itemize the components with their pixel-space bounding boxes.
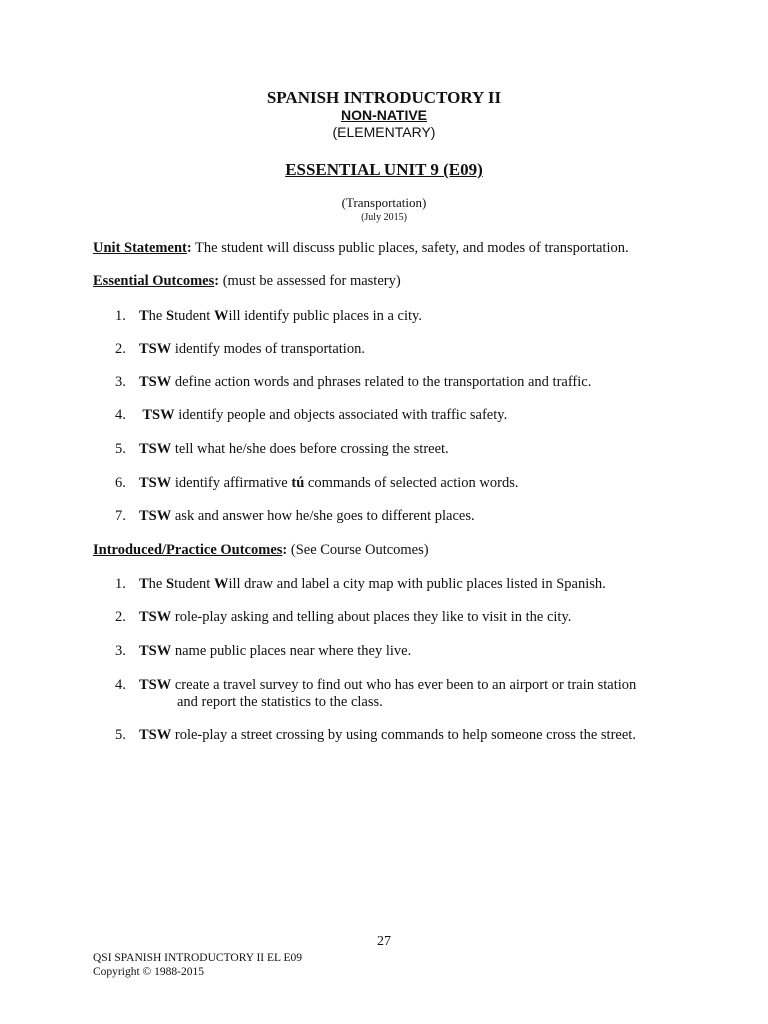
course-subtitle: NON-NATIVE (340, 107, 428, 123)
item-number: 3. (115, 374, 126, 390)
item-number: 4. (115, 677, 126, 693)
introduced-outcomes-label: Introduced/Practice Outcomes (93, 542, 283, 558)
item-number: 2. (115, 341, 126, 357)
item-text: The Student Will identify public places in a city. (139, 308, 422, 324)
item-number: 5. (115, 441, 126, 457)
course-title: SPANISH INTRODUCTORY II (266, 88, 502, 107)
item-text: TSW create a travel survey to find out who has ever been to an airport or train station and report the statistics to the class. (139, 677, 699, 711)
item-number: 2. (115, 609, 126, 625)
unit-statement (93, 240, 693, 257)
unit-topic: (Transportation) (341, 195, 427, 210)
unit-date: (July 2015) (361, 212, 407, 223)
item-text: TSW identify modes of transportation. (139, 341, 365, 357)
item-text: TSW define action words and phrases related to the transportation and traffic. (139, 374, 592, 390)
item-number: 1. (115, 308, 126, 324)
essential-outcomes-colon: : (214, 273, 220, 289)
item-text: The Student Will draw and label a city map with public places listed in Spanish. (139, 576, 606, 592)
footer-line-2: Copyright © 1988-2015 (93, 966, 204, 978)
unit-statement-label: Unit Statement (93, 240, 187, 256)
item-number: 5. (115, 727, 126, 743)
item-text: TSW identify people and objects associated with traffic safety. (139, 407, 508, 423)
essential-outcomes-heading (93, 273, 693, 290)
item-text: TSW role-play asking and telling about places they like to visit in the city. (139, 609, 572, 625)
item-text: TSW role-play a street crossing by using commands to help someone cross the street. (139, 727, 636, 743)
item-number: 3. (115, 643, 126, 659)
item-number: 6. (115, 475, 126, 491)
item-text: TSW identify affirmative tú commands of selected action words. (139, 475, 519, 491)
item-continuation: and report the statistics to the class. (177, 694, 383, 710)
unit-title: ESSENTIAL UNIT 9 (E09) (285, 160, 483, 179)
introduced-outcomes-heading (93, 542, 693, 559)
course-level: (ELEMENTARY) (332, 124, 436, 140)
item-number: 7. (115, 508, 126, 524)
item-text: TSW tell what he/she does before crossing the street. (139, 441, 449, 457)
item-text: TSW ask and answer how he/she goes to different places. (139, 508, 475, 524)
essential-outcomes-label: Essential Outcomes (93, 273, 215, 289)
item-number: 1. (115, 576, 126, 592)
introduced-outcomes-note: (See Course Outcomes) (287, 542, 429, 558)
page-number: 27 (377, 934, 391, 949)
essential-outcomes-note: (must be assessed for mastery) (219, 273, 401, 289)
item-number: 4. (115, 407, 126, 423)
footer-line-1: QSI SPANISH INTRODUCTORY II EL E09 (93, 952, 303, 964)
introduced-outcomes-colon: : (282, 542, 288, 558)
unit-statement-colon: : (186, 240, 192, 256)
item-text: TSW name public places near where they live. (139, 643, 412, 659)
unit-statement-text: The student will discuss public places, safety, and modes of transportation. (191, 240, 629, 256)
